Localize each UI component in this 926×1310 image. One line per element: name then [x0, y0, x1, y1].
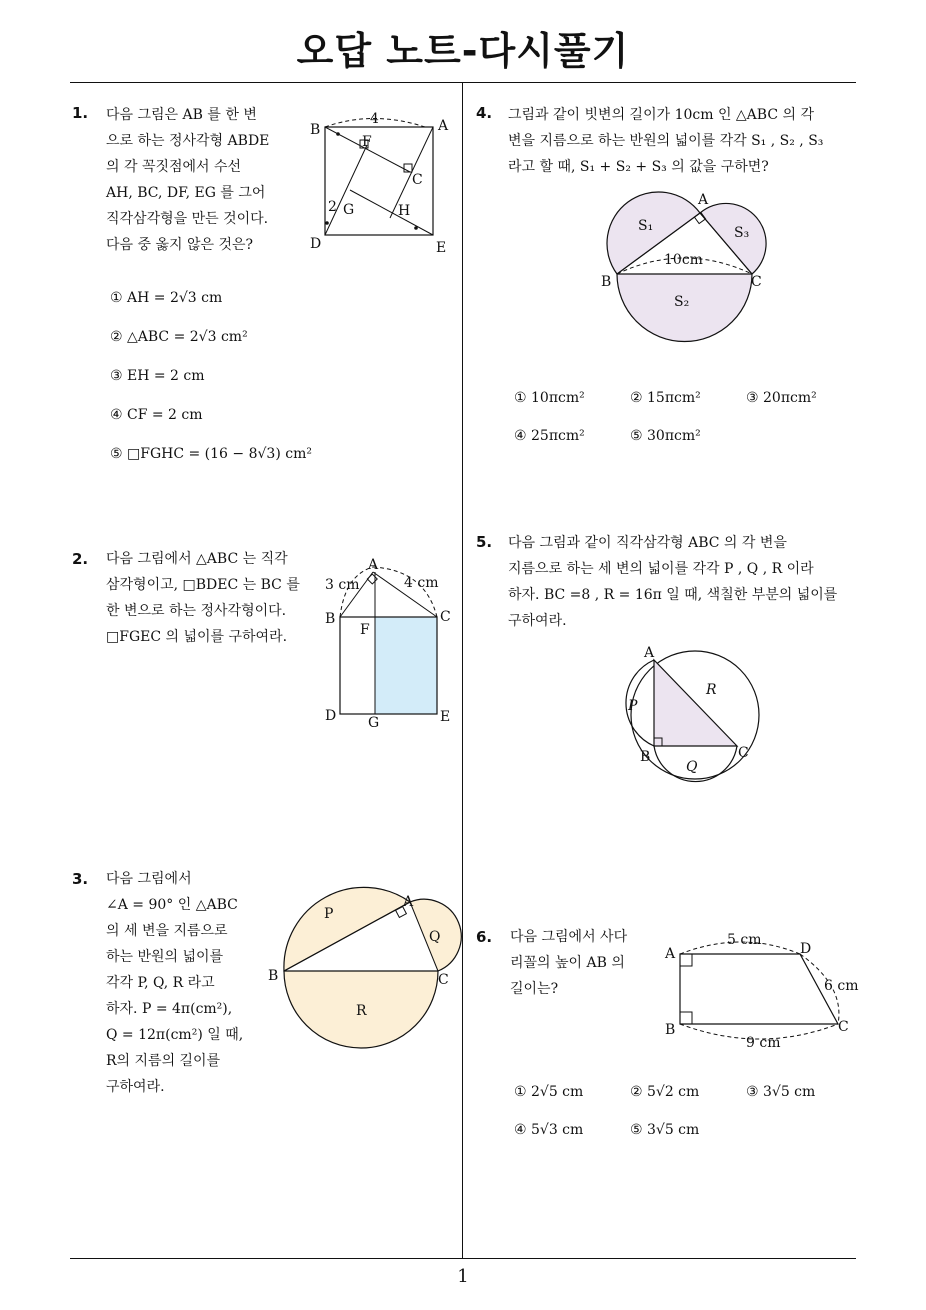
q5-text — [508, 530, 858, 634]
q3-label-C: C — [438, 972, 449, 988]
q5-line: 하자. BC =8 , R = 16π 일 때, 색칠한 부분의 넓이를 — [508, 587, 838, 603]
q4-option-5[interactable]: ⑤ 30πcm² — [630, 428, 701, 444]
q5-label-A: A — [644, 645, 655, 661]
q6-figure — [660, 926, 860, 1056]
q1-option-4[interactable]: ④ CF = 2 cm — [110, 407, 203, 423]
q1-label-4: 4 — [370, 111, 379, 127]
q4-option-1[interactable]: ① 10πcm² — [514, 390, 585, 406]
q1-line: AH, BC, DF, EG 를 그어 — [106, 185, 266, 201]
page-title: 오답 노트-다시풀기 — [296, 29, 630, 73]
q3-figure — [266, 870, 456, 1055]
q6-label-A: A — [665, 946, 676, 962]
q3-line: Q = 12π(cm²) 일 때, — [106, 1027, 244, 1043]
q2-line: □FGEC 의 넓이를 구하여라. — [106, 629, 288, 645]
q1-label-D: D — [310, 236, 322, 252]
q3-label-B: B — [268, 968, 279, 984]
q1-line: 직각삼각형을 만든 것이다. — [106, 211, 269, 227]
q1-option-2[interactable]: ② △ABC = 2√3 cm² — [110, 329, 248, 345]
q1-label-F: F — [362, 134, 372, 150]
q4-option-4[interactable]: ④ 25πcm² — [514, 428, 585, 444]
q5-label-P: P — [628, 698, 638, 714]
q4-option-3[interactable]: ③ 20πcm² — [746, 390, 817, 406]
q6-label-B: B — [665, 1022, 676, 1038]
q6-label-6cm: 6 cm — [824, 978, 859, 994]
q3-text — [106, 866, 266, 1100]
q4-label-S3: S₃ — [734, 225, 750, 241]
q4-label-A: A — [698, 192, 709, 208]
q2-label-D: D — [325, 708, 337, 724]
q6-label-5cm: 5 cm — [727, 932, 762, 948]
q5-label-Q: Q — [686, 759, 698, 775]
q6-label-C: C — [838, 1019, 849, 1035]
q3-line: 다음 그림에서 — [106, 871, 192, 887]
q4-label-B: B — [601, 274, 612, 290]
q1-line: 의 각 꼭짓점에서 수선 — [106, 159, 242, 175]
q6-label-D: D — [800, 941, 812, 957]
q6-option-5[interactable]: ⑤ 3√5 cm — [630, 1122, 700, 1138]
q1-label-B: B — [310, 122, 321, 138]
q3-line: 하자. P = 4π(cm²), — [106, 1001, 233, 1017]
q6-label-9cm: 9 cm — [746, 1035, 781, 1051]
q3-line: 의 세 변을 지름으로 — [106, 923, 228, 939]
q1-label-2: 2 — [328, 199, 337, 215]
q6-number: 6. — [476, 928, 493, 946]
q2-label-F: F — [360, 622, 370, 638]
q1-number: 1. — [72, 104, 89, 122]
q6-option-3[interactable]: ③ 3√5 cm — [746, 1084, 816, 1100]
q4-label-S1: S₁ — [638, 218, 654, 234]
q1-line: 다음 그림은 AB 를 한 변 — [106, 107, 257, 123]
q2-line: 한 변으로 하는 정사각형이다. — [106, 603, 287, 619]
q3-label-A: A — [403, 894, 414, 910]
q4-figure — [600, 190, 775, 350]
q3-label-Q: Q — [429, 929, 441, 945]
q2-label-B: B — [325, 611, 336, 627]
q6-option-4[interactable]: ④ 5√3 cm — [514, 1122, 584, 1138]
q2-label-G: G — [368, 715, 380, 731]
q2-number: 2. — [72, 550, 89, 568]
page-number: 1 — [457, 1266, 469, 1287]
q4-label-10cm: 10cm — [664, 252, 703, 268]
q5-line: 지름으로 하는 세 변의 넓이를 각각 P , Q , R 이라 — [508, 561, 814, 577]
column-divider — [462, 82, 463, 1258]
q6-option-1[interactable]: ① 2√5 cm — [514, 1084, 584, 1100]
q6-text — [510, 924, 660, 1002]
q4-number: 4. — [476, 104, 493, 122]
footer-rule — [70, 1258, 856, 1259]
q1-label-A: A — [438, 118, 449, 134]
q1-line: 다음 중 옳지 않은 것은? — [106, 237, 254, 253]
q1-text — [106, 102, 296, 258]
header-rule — [70, 82, 856, 83]
q6-option-2[interactable]: ② 5√2 cm — [630, 1084, 700, 1100]
q6-line: 다음 그림에서 사다 — [510, 929, 628, 945]
q2-text — [106, 546, 312, 650]
q2-figure — [320, 555, 460, 730]
q3-line: 하는 반원의 넓이를 — [106, 949, 224, 965]
q5-number: 5. — [476, 533, 493, 551]
q3-line: 각각 P, Q, R 라고 — [106, 975, 215, 991]
q2-label-C: C — [440, 609, 451, 625]
q2-label-A: A — [368, 557, 379, 573]
q3-line: ∠A = 90° 인 △ABC — [106, 897, 238, 913]
q2-label-4cm: 4 cm — [404, 575, 439, 591]
q4-option-2[interactable]: ② 15πcm² — [630, 390, 701, 406]
q1-label-H: H — [398, 203, 411, 219]
q4-text — [508, 102, 858, 180]
q2-line: 다음 그림에서 △ABC 는 직각 — [106, 551, 288, 567]
q4-line: 라고 할 때, S₁ + S₂ + S₃ 의 값을 구하면? — [508, 159, 769, 175]
q6-line: 길이는? — [510, 981, 559, 997]
q2-label-3cm: 3 cm — [325, 577, 360, 593]
q2-line: 삼각형이고, □BDEC 는 BC 를 — [106, 577, 300, 593]
q4-line: 그림과 같이 빗변의 길이가 10cm 인 △ABC 의 각 — [508, 107, 815, 123]
q4-line: 변을 지름으로 하는 반원의 넓이를 각각 S₁ , S₂ , S₃ — [508, 133, 824, 149]
q1-figure — [300, 110, 460, 260]
q4-label-C: C — [751, 274, 762, 290]
q3-number: 3. — [72, 870, 89, 888]
q2-label-E: E — [440, 709, 451, 725]
q5-label-C: C — [738, 745, 749, 761]
q3-line: R의 지름의 길이를 — [106, 1053, 221, 1069]
q1-line: 으로 하는 정사각형 ABDE — [106, 133, 270, 149]
q1-option-3[interactable]: ③ EH = 2 cm — [110, 368, 205, 384]
q3-line: 구하여라. — [106, 1079, 165, 1095]
q3-label-R: R — [356, 1003, 367, 1019]
q2-shaded-region — [375, 617, 437, 714]
q1-option-5[interactable]: ⑤ □FGHC = (16 − 8√3) cm² — [110, 446, 312, 462]
q3-label-P: P — [324, 906, 334, 922]
q5-line: 다음 그림과 같이 직각삼각형 ABC 의 각 변을 — [508, 535, 787, 551]
q5-label-B: B — [640, 749, 651, 765]
q1-option-1[interactable]: ① AH = 2√3 cm — [110, 290, 223, 306]
q5-label-R: R — [706, 682, 717, 698]
q1-label-C: C — [412, 172, 423, 188]
q5-figure — [600, 640, 770, 805]
q5-line: 구하여라. — [508, 613, 567, 629]
q1-label-G: G — [343, 202, 355, 218]
q1-label-E: E — [436, 240, 447, 256]
q6-line: 리꼴의 높이 AB 의 — [510, 955, 625, 971]
q4-label-S2: S₂ — [674, 294, 690, 310]
